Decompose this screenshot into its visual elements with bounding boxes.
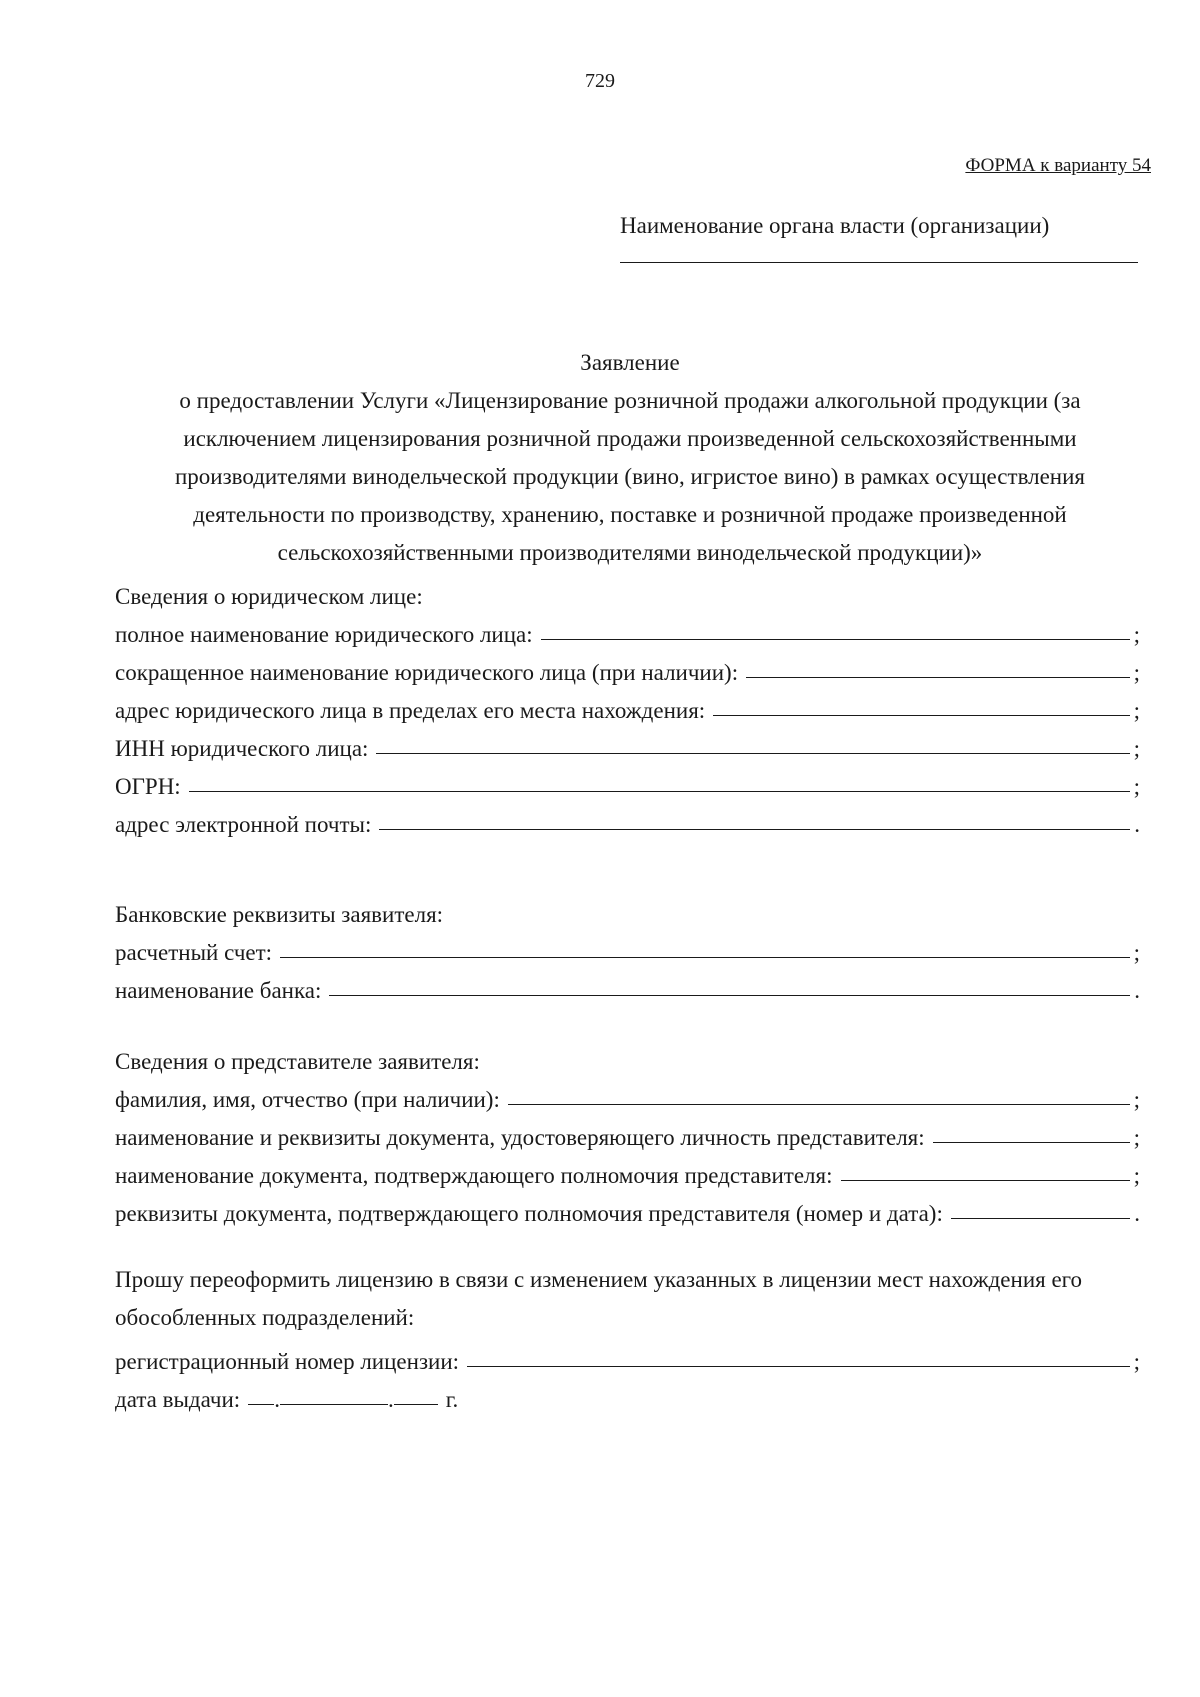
issue-date-row <box>115 1375 1140 1413</box>
legal-entity-heading: Сведения о юридическом лице: <box>115 584 423 609</box>
license-number-field[interactable] <box>467 1366 1130 1367</box>
rep-authority-doc-field[interactable] <box>841 1180 1130 1181</box>
date-separator: . <box>274 1387 280 1412</box>
field-label: наименование и реквизиты документа, удостоверяющего личность представителя: <box>115 1125 925 1150</box>
bank-heading: Банковские реквизиты заявителя: <box>115 902 444 927</box>
field-end: ; <box>1133 736 1140 761</box>
rep-authority-details-row <box>115 1189 1140 1227</box>
representative-heading: Сведения о представителе заявителя: <box>115 1049 480 1074</box>
field-end: ; <box>1133 622 1140 647</box>
field-label: ОГРН: <box>115 774 181 799</box>
issue-month-field[interactable] <box>280 1404 388 1405</box>
full-name-field[interactable] <box>541 639 1130 640</box>
field-label: наименование документа, подтверждающего полномочия представителя: <box>115 1163 833 1188</box>
title-line: о предоставлении Услуги «Лицензирование розничной продажи алкогольной продукции (за <box>179 388 1081 413</box>
issue-date-label: дата выдачи: <box>115 1387 241 1412</box>
title-line: сельскохозяйственными производителями винодельческой продукции)» <box>277 540 983 565</box>
rep-authority-details-field[interactable] <box>951 1218 1130 1219</box>
email-field[interactable] <box>379 829 1130 830</box>
field-end: ; <box>1133 1125 1140 1150</box>
ogrn-field[interactable] <box>189 791 1130 792</box>
bank-name-field[interactable] <box>329 995 1130 996</box>
field-label: полное наименование юридического лица: <box>115 622 533 647</box>
field-label: ИНН юридического лица: <box>115 736 369 761</box>
representative-section <box>115 1037 1140 1227</box>
date-separator: . <box>387 1387 394 1412</box>
field-label: регистрационный номер лицензии: <box>115 1349 460 1374</box>
field-label: наименование банка: <box>115 978 322 1003</box>
request-line: Прошу переоформить лицензию в связи с изменением указанных в лицензии мест нахождения его <box>115 1267 1083 1292</box>
short-name-row <box>115 648 1140 686</box>
title-line: производителями винодельческой продукции (вино, игристое вино) в рамках осуществления <box>174 464 1086 489</box>
bank-section <box>115 890 1140 1004</box>
rep-authority-doc-row <box>115 1151 1140 1189</box>
full-name-row <box>115 610 1140 648</box>
rep-id-doc-field[interactable] <box>933 1142 1130 1143</box>
request-paragraph <box>115 1261 1140 1337</box>
form-reference: ФОРМА к варианту 54 <box>965 155 1151 176</box>
field-end: ; <box>1133 1163 1140 1188</box>
field-end: . <box>1134 978 1140 1003</box>
email-row <box>115 800 1140 838</box>
field-label: расчетный счет: <box>115 940 273 965</box>
rep-name-row <box>115 1075 1140 1113</box>
issue-day-field[interactable] <box>248 1404 274 1405</box>
legal-entity-section <box>115 572 1140 838</box>
title-heading: Заявление <box>580 350 680 375</box>
title-line: исключением лицензирования розничной продажи произведенной сельскохозяйственными <box>183 426 1077 451</box>
document-title <box>140 344 1120 572</box>
inn-field[interactable] <box>376 753 1129 754</box>
rep-name-field[interactable] <box>508 1104 1130 1105</box>
issue-year-field[interactable] <box>394 1404 438 1405</box>
rep-id-doc-row <box>115 1113 1140 1151</box>
field-end: ; <box>1133 1087 1140 1112</box>
license-number-row <box>115 1337 1140 1375</box>
field-end: ; <box>1133 774 1140 799</box>
field-label: фамилия, имя, отчество (при наличии): <box>115 1087 500 1112</box>
request-line: обособленных подразделений: <box>115 1305 415 1330</box>
title-line: деятельности по производству, хранению, поставке и розничной продаже произведенной <box>193 502 1067 527</box>
short-name-field[interactable] <box>746 677 1130 678</box>
inn-row <box>115 724 1140 762</box>
authority-label: Наименование органа власти (организации) <box>620 213 1050 238</box>
bank-name-row <box>115 966 1140 1004</box>
page-number: 729 <box>585 70 615 92</box>
field-end: ; <box>1133 660 1140 685</box>
field-end: ; <box>1133 1349 1140 1374</box>
field-label: реквизиты документа, подтверждающего полномочия представителя (номер и дата): <box>115 1201 943 1226</box>
year-suffix: г. <box>445 1387 459 1412</box>
field-end: ; <box>1133 698 1140 723</box>
request-section <box>115 1261 1140 1413</box>
account-row <box>115 928 1140 966</box>
address-row <box>115 686 1140 724</box>
field-label: адрес юридического лица в пределах его места нахождения: <box>115 698 706 723</box>
ogrn-row <box>115 762 1140 800</box>
account-field[interactable] <box>280 957 1130 958</box>
field-label: адрес электронной почты: <box>115 812 372 837</box>
authority-name-field[interactable] <box>620 262 1138 263</box>
field-end: . <box>1134 812 1140 837</box>
field-end: ; <box>1133 940 1140 965</box>
field-label: сокращенное наименование юридического лица (при наличии): <box>115 660 739 685</box>
field-end: . <box>1134 1201 1140 1226</box>
address-field[interactable] <box>713 715 1129 716</box>
